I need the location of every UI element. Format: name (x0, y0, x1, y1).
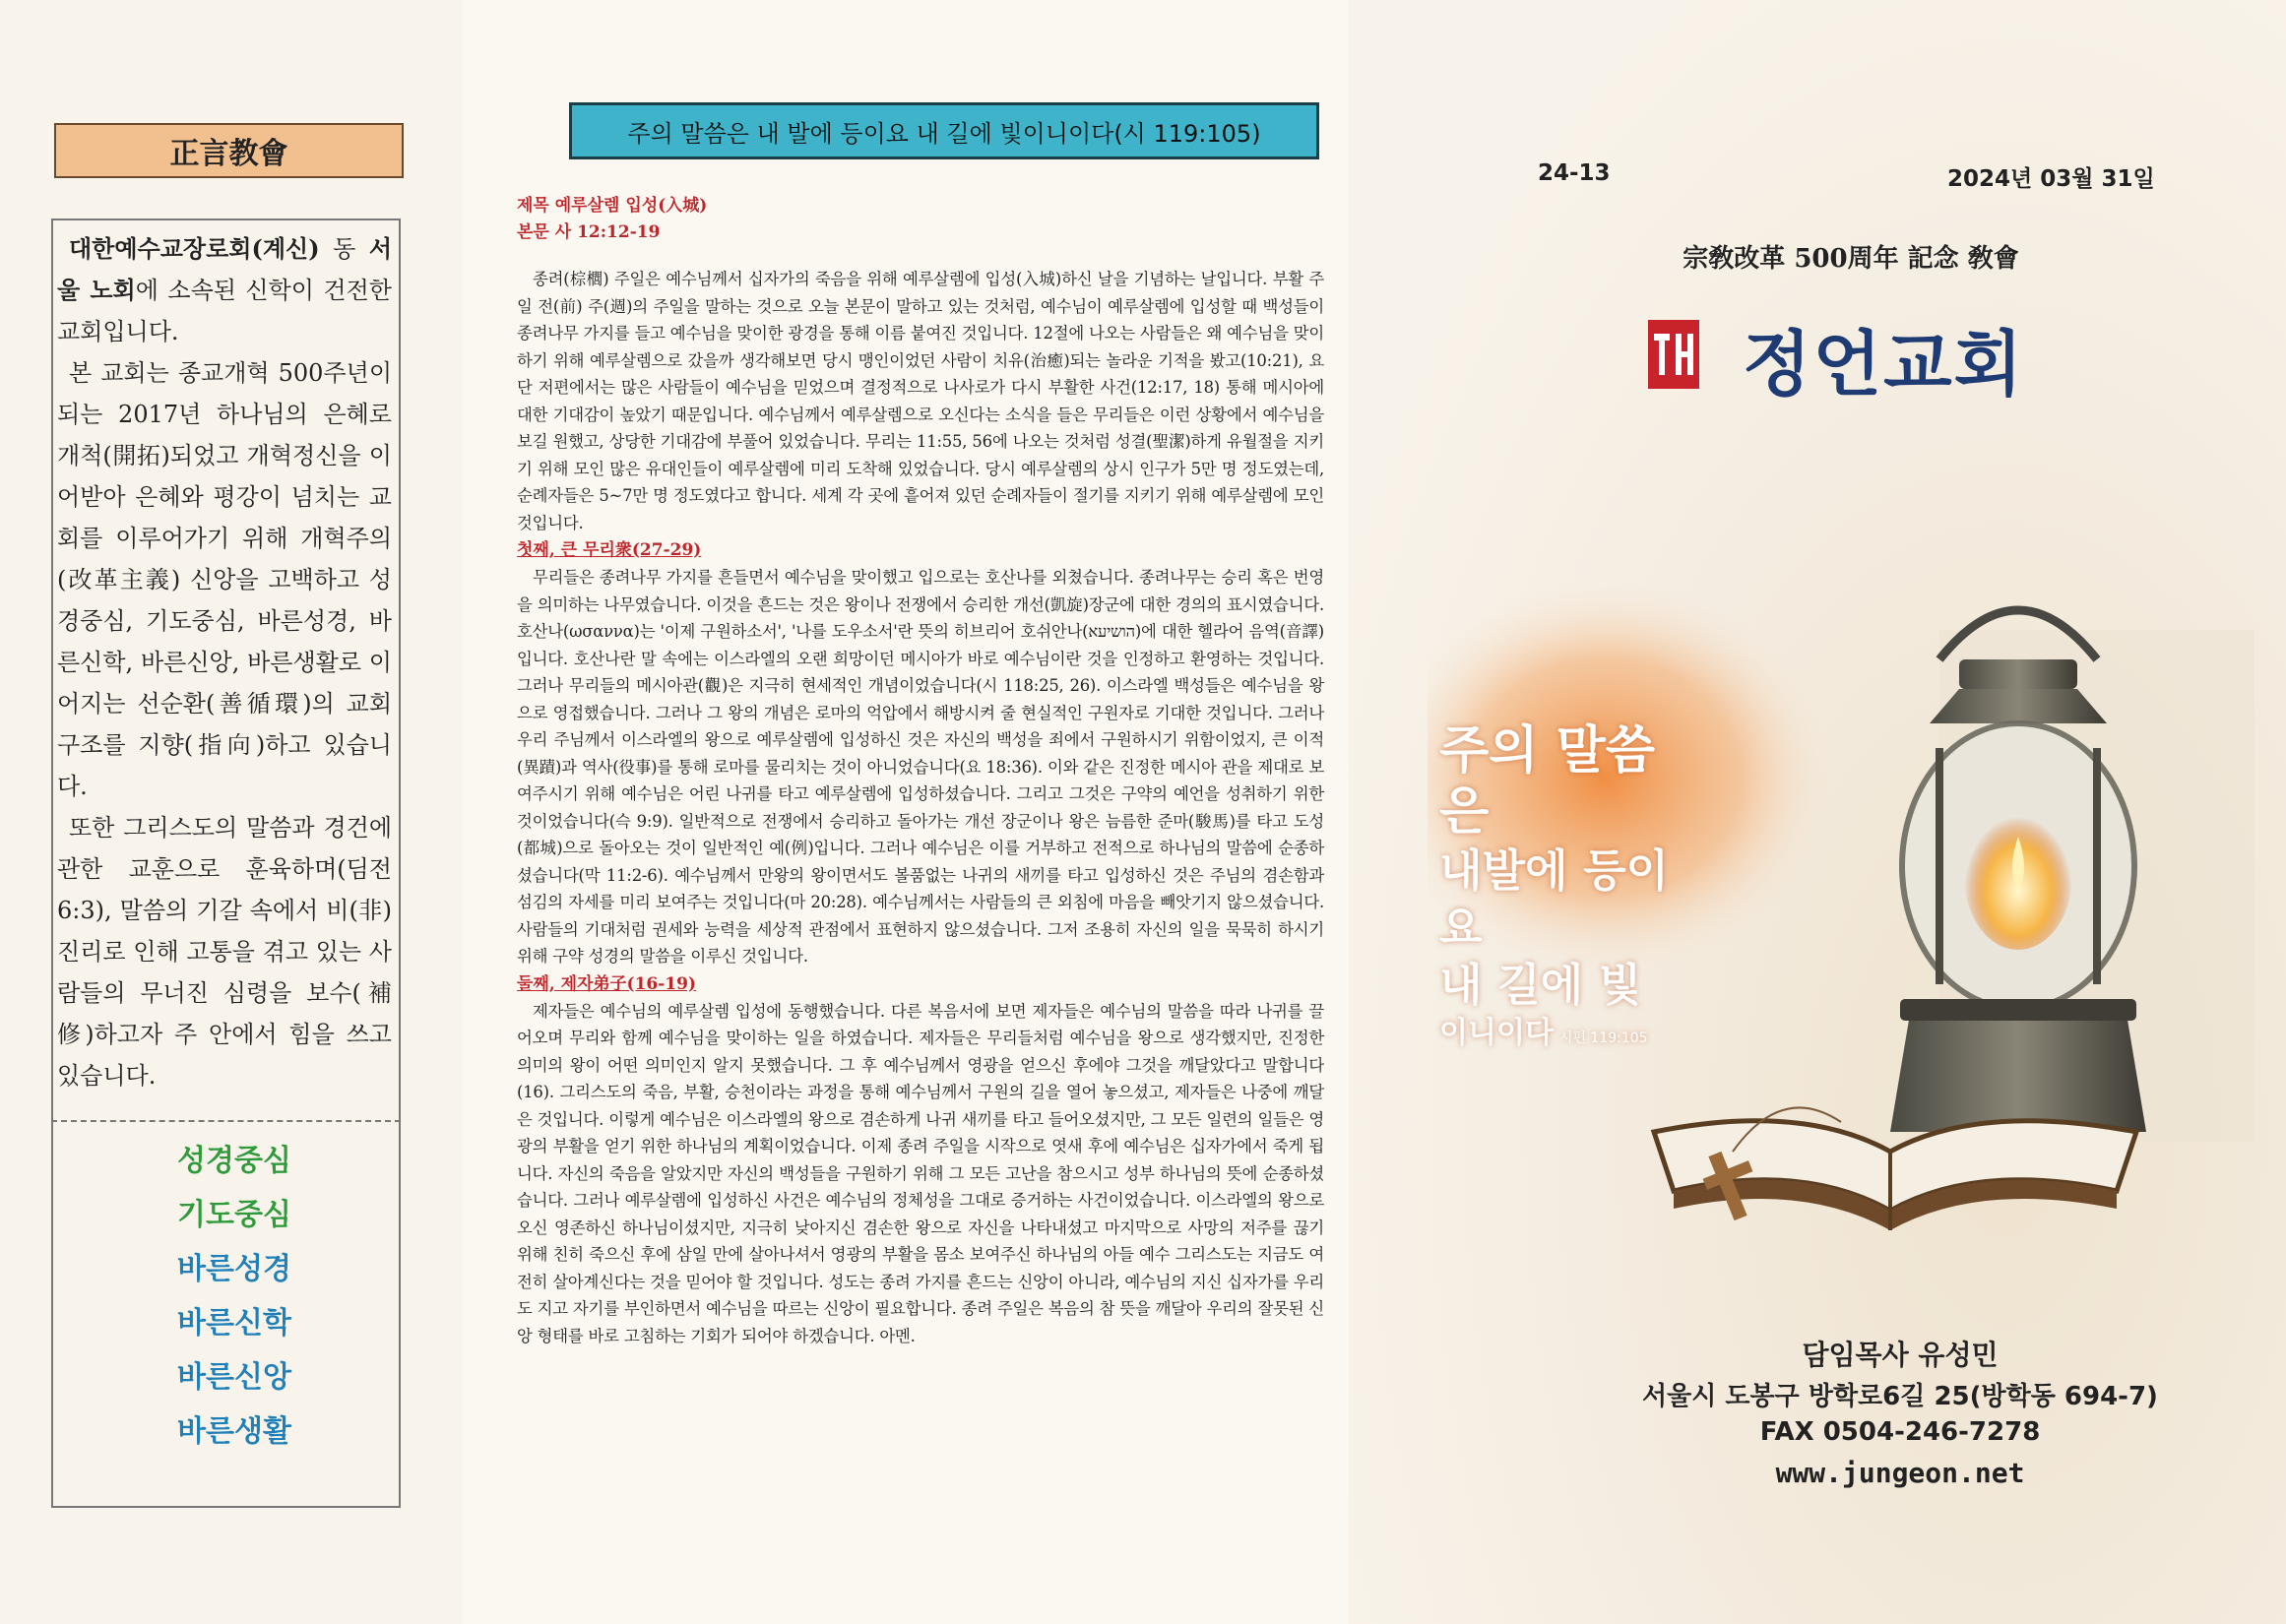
church-tag: 正言教會 (54, 123, 404, 178)
pastor-name: 담임목사 유성민 (1802, 1339, 1999, 1371)
value-item: 바른성경 (177, 1252, 291, 1286)
intro-p1-rest: 에 소속된 신학이 건전한 교회입니다. (57, 277, 392, 345)
church-logo-icon (1648, 320, 1699, 389)
website-link[interactable]: www.jungeon.net (1775, 1457, 2025, 1489)
church-intro (57, 228, 392, 1096)
verse-banner: 주의 말씀은 내 발에 등이요 내 길에 빛이니이다(시 119:105) (569, 102, 1319, 159)
sermon-text-ref: 본문 사 12:12-19 (517, 222, 661, 242)
sermon-heading: 첫째, 큰 무리衆(27-29) (517, 540, 702, 560)
sermon-paragraph: 제자들은 예수님의 예루살렘 입성에 동행했습니다. 다른 복음서에 보면 제자들은 예수님의 말씀을 따라 나귀를 끌어오며 무리와 함께 예수님을 맞이하는 일을 하였습니다. 제자들은 무리들처럼 예수님을 왕으로 생각했지만, 진정한 의미의 왕이 어떤 의미인지 알지 못했습니다. 그 후 예수님께서 영광을 얻으신 후에야 그것을 깨달았다고 말합니다(16). 그리스도의 죽음, 부활, 승천이라는 과정을 통해 예수님께서 구원의 길을 열어 놓으셨고, 제자들은 나중에 깨달은 것입니다. 이렇게 예수님은 이스라엘의 왕으로 겸손하게 나귀 새끼를 타고 들어오셨지만, 그 모든 일련의 일들은 영광의 부활을 얻기 위한 하나님의 계획이었습니다. 이제 종려 주일을 시작으로 엿새 후에 예수님은 십자가에서 죽게 됩니다. 자신의 죽음을 알았지만 자신의 백성들을 구원하기 위해 그 모든 고난을 참으시고 성부 하나님의 뜻에 순종하셨습니다. 그러나 예루살렘에 입성하신 사건은 예수님의 정체성을 그대로 증거하는 사건이었습니다. 이스라엘의 왕으로 오신 영존하신 하나님이셨지만, 지극히 낮아지신 겸손한 왕으로 자신을 나타내셨고 마지막으로 사망의 저주를 끊기 위해 친히 죽으신 후에 삼일 만에 살아나셔서 영광의 부활을 몸소 보여주신 하나님의 아들 예수 그리스도는 지금도 여전히 살아계신다는 것을 믿어야 할 것입니다. 성도는 종려 가지를 흔드는 신앙이 아니라, 예수님의 지신 십자가를 우리도 지고 자기를 부인하면서 예수님을 따르는 신앙이 필요합니다. 종려 주일은 복음의 참 뜻을 깨달아 우리의 잘못된 신앙 형태를 바로 고침하는 기회가 되어야 하겠습니다. 아멘. (517, 1001, 1324, 1345)
presbytery: 서울 노회 (57, 234, 392, 304)
value-item: 바른생활 (177, 1414, 291, 1449)
intro-p1-mid: 동 (319, 235, 356, 263)
fax-number: FAX 0504-246-7278 (1759, 1417, 2041, 1447)
value-item: 바른신학 (177, 1306, 291, 1341)
value-item: 기도중심 (177, 1198, 291, 1232)
verse-art-line: 내 길에 빛 (1439, 959, 1642, 1011)
verse-art-line: 이니이다 (1439, 1016, 1554, 1050)
reform-subtitle: 宗敎改革 500周年 記念 敎會 (1683, 244, 2019, 274)
issue-number: 24-13 (1538, 160, 1611, 186)
core-values (177, 1134, 291, 1459)
verse-art-ref: 시편 119:105 (1558, 1031, 1648, 1046)
sermon-title: 제목 예루살렘 입성(入城) (517, 196, 708, 216)
value-item: 성경중심 (177, 1144, 291, 1178)
church-address: 서울시 도봉구 방학로6길 25(방학동 694-7) (1642, 1382, 2158, 1411)
value-item: 바른신앙 (177, 1360, 291, 1395)
intro-paragraph-3: 또한 그리스도의 말씀과 경건에 관한 교훈으로 훈육하며(딤전 6:3), 말씀의 기갈 속에서 비(非) 진리로 인해 고통을 겪고 있는 사람들의 무너진 심령을 보수(補修)하고자 주 안에서 힘을 쓰고 있습니다. (57, 814, 392, 1090)
sermon (517, 193, 1324, 1349)
sermon-heading: 둘째, 제자弟子(16-19) (517, 973, 696, 994)
intro-paragraph-2: 본 교회는 종교개혁 500주년이 되는 2017년 하나님의 은혜로 개척(開拓)되었고 개혁정신을 이어받아 은혜와 평강이 넘치는 교회를 이루어가기 위해 개혁주의(改革主義) 신앙을 고백하고 성경중심, 기도중심, 바른성경, 바른신학, 바른신앙, 바른생활로 이어지는 선순환(善循環)의 교회 구조를 지향(指向)하고 있습니다. (57, 359, 392, 800)
verse-artwork (1439, 720, 1695, 1058)
church-name: 정언교회 (1743, 323, 2025, 406)
denomination: 대한예수교장로회(계신) (69, 234, 320, 263)
verse-art-line: 주의 말씀은 (1439, 721, 1656, 842)
bulletin-date: 2024년 03월 31일 (1947, 166, 2155, 192)
sermon-paragraph: 종려(棕櫚) 주일은 예수님께서 십자가의 죽음을 위해 예루살렘에 입성(入城)하신 날을 기념하는 날입니다. 부활 주일 전(前) 주(週)의 주일을 말하는 것으로 오늘 본문이 말하고 있는 것처럼, 예수님이 예루살렘에 입성할 때 백성들이 종려나무 가지를 들고 예수님을 맞이한 광경을 통해 이름 붙여진 것입니다. 12절에 나오는 사람들은 왜 예수님을 맞이하기 위해 예루살렘으로 갔을까 생각해보면 당시 맹인이었던 사람이 치유(治癒)되는 놀라운 기적을 봤고(10:21), 요단 저편에서는 많은 사람들이 예수님을 믿었으며 결정적으로 나사로가 다시 부활한 사건(12:17, 18) 통해 메시아에 대한 기대감이 높았기 때문입니다. 예수님께서 예루살렘으로 오신다는 소식을 들은 무리들은 이런 상황에서 예수님을 보길 원했고, 상당한 기대감에 부풀어 있었습니다. 무리는 11:55, 56에 나오는 것처럼 성결(聖潔)하게 유월절을 지키기 위해 모인 많은 유대인들이 예루살렘에 미리 도착해 있었습니다. 당시 예루살렘의 상시 인구가 5만 명 정도였는데, 순례자들은 5~7만 명 정도였다고 합니다. 세계 각 곳에 흩어져 있던 순례자들이 절기를 지키기 위해 예루살렘에 모인 것입니다. (517, 270, 1324, 532)
verse-art-line: 내발에 등이요 (1439, 844, 1670, 954)
sermon-paragraph: 무리들은 종려나무 가지를 흔들면서 예수님을 맞이했고 입으로는 호산나를 외쳤습니다. 종려나무는 승리 혹은 번영을 의미하는 나무였습니다. 이것을 흔드는 것은 왕이나 전쟁에서 승리한 개선(凱旋)장군에 대한 경의의 표시였습니다. 호산나(ωσαννα)는 '이제 구원하소서', '나를 도우소서'란 뜻의 히브리어 호쉬안나(הושיעא)에 대한 헬라어 음역(音譯)입니다. 호산나란 말 속에는 이스라엘의 오랜 희망이던 메시아가 바로 예수님이란 것을 인정하고 환영하는 것입니다. 그러나 무리들의 메시아관(觀)은 지극히 현세적인 개념이었습니다(시 118:25, 26). 이스라엘 백성들은 예수님을 왕으로 영접했습니다. 그러나 그 왕의 개념은 로마의 억압에서 해방시켜 줄 현실적인 구원자로 기대한 것입니다. 그러나 우리 주님께서 이스라엘의 왕으로 예루살렘에 입성하신 것은 자신의 백성을 죄에서 구원하시기 위함이었지, 큰 이적(異蹟)과 역사(役事)를 통해 로마를 물리치는 것이 아니었습니다(요 18:36). 이와 같은 진정한 메시아 관을 제대로 보여주시기 위해 예수님은 어린 나귀를 타고 예루살렘에 입성하셨습니다. 그리고 그것은 구약의 예언을 성취하기 위한 것이었습니다(슥 9:9). 일반적으로 전쟁에서 승리하고 돌아가는 개선 장군이나 왕은 늠름한 준마(駿馬)를 타고 도성(都城)으로 돌아오는 것이 일반적인 예(例)입니다. 그러나 예수님은 이를 거부하고 전적으로 하나님의 말씀에 순종하셨습니다(막 11:2-6). 예수님께서 만왕의 왕이면서도 볼품없는 나귀의 새끼를 타고 입성하신 것은 주님의 겸손함과 섬김의 자세를 미리 보여주는 것입니다(마 20:28). 예수님께서는 사람들의 큰 외침에 마음을 빼앗기지 않으셨습니다. 사람들의 기대처럼 권세와 능력을 세상적 관점에서 표현하지 않으셨습니다. 그저 조용히 자신의 일을 묵묵히 하시기 위해 구약 성경의 말씀을 이루신 것입니다. (517, 568, 1325, 966)
